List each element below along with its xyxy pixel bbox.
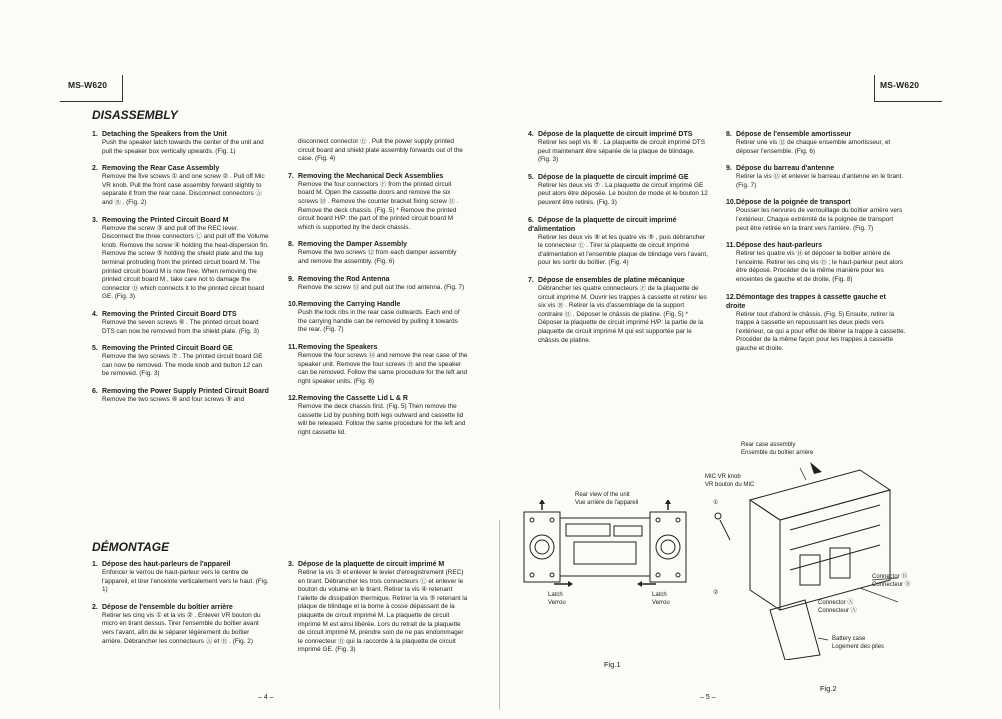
step-number: 5. — [528, 173, 534, 181]
demontage-title: DÉMONTAGE — [92, 540, 170, 554]
step-number: 4. — [528, 131, 534, 138]
step-heading — [528, 216, 708, 234]
step-number: 4. — [92, 310, 98, 318]
step-body: Retirer les sept vis ⑥ . La plaquette de circuit imprimé DTS peut maintenant être séparée de la plaque de blindage. (Fig. 3) — [538, 139, 705, 164]
fig1-latch-left-en: Latch — [548, 592, 563, 598]
step-body: Retirer les quatre vis ⑭ et déposer le boîtier arrière de l'enceinte. Retirer les cinq vis ⑮ ; le haut-parleur peut alors être déposé. Procéder de la même manière pour les enceintes de gauche et de droite. (Fig. 8) — [736, 250, 904, 283]
step-number: 3. — [288, 561, 294, 568]
step-title: Dépose de la poignée de transport — [736, 199, 851, 207]
procedure-step — [92, 216, 270, 302]
step-body: Remove the five screws ① and one screw ② . Pull off Mic VR knob. Pull the front case assembly forward slightly to separate it from the rear case. Disconnect connectors Ⓐ and Ⓑ . (Fig. 2) — [102, 173, 265, 206]
step-heading — [528, 130, 708, 139]
step-heading — [288, 560, 468, 569]
procedure-step — [92, 130, 270, 156]
step-title: Removing the Rod Antenna — [298, 275, 390, 283]
procedure-step — [288, 300, 468, 335]
step-heading — [528, 276, 708, 285]
step-number: 9. — [726, 165, 732, 173]
fig2-battery-case-fr: Logement des piles — [832, 644, 885, 650]
fig2-screw-1: ① — [713, 500, 719, 506]
step-body: Remove the four screws ⑭ and remove the rear case of the speaker unit. Remove the four screws ⑮ and the speaker can be removed. Follow the same procedure for the left and right speaker units. (Fig. 8) — [298, 351, 468, 385]
step-title: Dépose de la plaquette de circuit imprimé M — [298, 561, 445, 568]
step-heading — [92, 130, 270, 139]
fig2-mic-knob-en: MIC VR knob — [705, 474, 741, 480]
procedure-step — [288, 343, 468, 386]
procedure-step — [92, 603, 270, 646]
procedure-step — [528, 216, 708, 268]
fig1-rear-view-label-en: Rear view of the unit — [575, 492, 630, 498]
disassembly-column-2 — [288, 138, 468, 446]
step-title: Removing the Mechanical Deck Assemblies — [298, 172, 444, 180]
step-heading — [92, 387, 270, 396]
step-number: 10. — [726, 199, 736, 207]
step-heading — [528, 173, 708, 182]
step-heading — [726, 130, 906, 139]
step-body: Retirer les deux vis ⑧ et les quatre vis ⑨ , puis débrancher le connecteur Ⓔ . Tirer la plaquette de circuit imprimé d'alimentation et l'ensemble plaque de blindage vers l'avant, pour les sortir du boîtier. (Fig. 4) — [538, 233, 708, 267]
step-body: Enfoncer le verrou de haut-parleur vers le centre de l'appareil, et tirer l'enceinte verticalement vers le haut. (Fig. 1) — [102, 569, 269, 594]
step-title: Dépose de l'ensemble amortisseur — [736, 131, 852, 138]
page-fold-line — [499, 520, 500, 710]
procedure-step — [92, 344, 270, 379]
step-number: 8. — [726, 131, 732, 138]
step-number: 2. — [92, 165, 98, 173]
header-underline-right — [874, 101, 942, 102]
step-number: 12. — [726, 293, 736, 301]
fig1-latch-right-en: Latch — [652, 592, 667, 598]
step-body: Remove the two screws ⑧ and four screws ⑨ and — [102, 395, 245, 403]
step-body: disconnect connector Ⓔ . Pull the power supply printed circuit board and shield plate assembly forwards out of the case. (Fig. 4) — [298, 138, 463, 163]
procedure-step — [92, 310, 270, 336]
step-heading — [92, 603, 270, 612]
header-underline-left — [60, 101, 123, 102]
fig1-caption: Fig.1 — [604, 660, 621, 669]
step-title: Dépose des haut-parleurs — [736, 242, 822, 250]
step-heading — [92, 310, 270, 319]
step-number: 6. — [528, 216, 534, 224]
step-title: Removing the Speakers — [298, 343, 378, 351]
step-body: Push the lock ribs in the rear case outwards. Each end of the carrying handle can be removed by pulling it towards the rear. (Fig. 7) — [298, 309, 460, 334]
procedure-step — [288, 172, 468, 233]
procedure-step — [92, 560, 270, 595]
procedure-step — [288, 275, 468, 293]
step-title: Dépose du barreau d'antenne — [736, 165, 835, 173]
step-title: Démontage des trappes à cassette gauche et droite — [726, 293, 886, 310]
step-heading — [92, 164, 270, 173]
fig2-battery-case-en: Battery case — [832, 636, 866, 642]
step-number: 2. — [92, 603, 98, 611]
step-title: Dépose de la plaquette de circuit imprimé DTS — [538, 131, 693, 138]
fig2-mic-knob-fr: VR bouton du MIC — [705, 482, 755, 488]
step-heading — [92, 216, 270, 225]
fig2-caption: Fig.2 — [820, 684, 837, 693]
step-heading — [288, 275, 468, 284]
procedure-step — [92, 387, 270, 405]
fig2-exploded-drawing — [710, 460, 910, 660]
step-body: Remove the deck chassis first. (Fig. 5) Then remove the cassette Lid by pushing both legs outward and cassette lid will be released. Follow the same procedure for the left and right cassette lid. — [298, 403, 466, 437]
step-number: 10. — [288, 301, 298, 309]
step-body: Remove the screw ⑬ and pull out the rod antenna. (Fig. 7) — [298, 283, 465, 291]
step-number: 7. — [288, 172, 294, 180]
fig2-connector-b-en: Connector Ⓑ — [872, 574, 908, 580]
step-heading — [288, 240, 468, 249]
fig1-rear-view-label-fr: Vue arrière de l'appareil — [575, 500, 639, 506]
fig2-screw-2: ② — [713, 590, 719, 596]
fig2-connector-a-en: Connector Ⓐ — [818, 600, 854, 606]
procedure-step — [726, 130, 906, 156]
fig2-connector-b-fr: Connecteur Ⓑ — [872, 582, 911, 588]
step-heading — [726, 198, 906, 207]
fig2-rear-case-fr: Ensemble du boîtier arrière — [741, 450, 814, 456]
step-title: Removing the Printed Circuit Board DTS — [102, 310, 237, 318]
procedure-step — [726, 241, 906, 284]
step-body: Retirer la vis ⑬ et enlever le barreau d'antenne en le tirant. (Fig. 7) — [736, 173, 904, 189]
step-title: Removing the Carrying Handle — [298, 301, 401, 309]
model-name-right: MS-W620 — [880, 80, 920, 90]
fig2-connector-a-fr: Connecteur Ⓐ — [818, 608, 857, 614]
step-body: Remove the two screws ⑫ from each damper assembly and remove the assembly. (Fig. 6) — [298, 249, 457, 265]
step-number: 3. — [92, 216, 98, 224]
step-heading — [726, 241, 906, 250]
step-title: Removing the Printed Circuit Board GE — [102, 345, 233, 353]
demontage-column-3 — [528, 130, 708, 353]
disassembly-title: DISASSEMBLY — [92, 108, 178, 122]
step-number: 1. — [92, 131, 98, 138]
model-name-left: MS-W620 — [68, 80, 108, 90]
step-body: Remove the four connectors Ⓕ from the printed circuit board M. Open the cassette doors and remove the six screws ⑩ . Remove the counter bracket fixing screw ⑪ . Remove the deck chassis. (Fig. 5) * Remove the printed circuit board H/P: the part of the printed circuit board M which is supported by the deck chassis. — [298, 180, 459, 231]
step-body: Retirer la vis ③ et enlever le levier d'enregistrement (REC) en tirant. Débrancher les trois connecteurs Ⓒ et enlever le bouton du volume en le tirant. Retirer la vis ④ retenant l'ailette de dissipation thermique. Retirer la vis ⑤ retenant la plaque de blindage et la borne à cosse dépassant de la plaquette de circuit imprimé M. La plaquette de circuit imprimé M est ainsi libérée. Lors du retrait de la plaquette de circuit imprimé M, prendre soin de ne pas endommager le connecteur Ⓓ qui la raccorde à la plaquette de circuit imprimé GE. (Fig. 3) — [298, 569, 468, 654]
step-title: Detaching the Speakers from the Unit — [102, 131, 227, 138]
step-body: Remove the screw ③ and pull off the REC lever. Disconnect the three connectors Ⓒ and pull off the Volume knob. Remove the screw ④ holding the heat-dispersion fin. Remove the screw ⑤ holding the shield plate and the lug terminal protruding from the printed circuit board M. The printed circuit board M is now free. When removing the printed circuit board M , take care not to damage the connector Ⓓ which connects it to the printed circuit board GE. (Fig. 3) — [102, 224, 269, 301]
step-body: Débrancher les quatre connecteurs Ⓕ de la plaquette de circuit imprimé M. Ouvrir les trappes à cassette et retirer les six vis ⑩ . Retirer la vis d'assemblage de la support contraire ⑪ . Déposer le châssis de platine. (Fig. 5) * Déposer la plaquette de circuit imprimé H/P: la partie de la plaquette de circuit imprimé M qui est supportée par le châssis de platine. — [538, 284, 707, 344]
step-number: 1. — [92, 561, 98, 568]
procedure-step — [726, 198, 906, 233]
step-body: Retirer les cinq vis ① et la vis ② . Enlever VR bouton du micro en tirant dessus. Tirer l'ensemble du boîtier avant vers l'avant, afin de le séparer légèrement du boîtier arrière. Débrancher les connecteurs Ⓐ et Ⓑ . (Fig. 2) — [102, 611, 261, 645]
step-heading — [92, 344, 270, 353]
step-title: Removing the Damper Assembly — [298, 241, 408, 249]
step-title: Removing the Rear Case Assembly — [102, 165, 220, 173]
step-body: Retirer les deux vis ⑦ . La plaquette de circuit imprimé GE peut alors être déposée. Le bouton de mode et le bouton 12 peuvent être retirés. (Fig. 3) — [538, 181, 708, 206]
step-number: 12. — [288, 395, 298, 403]
step-heading — [92, 560, 270, 569]
step-number: 6. — [92, 387, 98, 395]
step-heading — [288, 172, 468, 181]
procedure-step — [726, 293, 906, 354]
step-body: Retirer tout d'abord le châssis. (Fig. 5) Ensuite, retirer la trappe à cassette en repoussant les deux pieds vers l'extérieur, ce qui a pour effet de libérer la trappe à cassette. Procéder de la même façon pour les trappes à cassette gauche et droite. — [736, 310, 906, 352]
fig1-rear-view-drawing — [522, 500, 688, 596]
procedure-step — [288, 394, 468, 437]
disassembly-column-1 — [92, 130, 270, 412]
step-heading — [288, 394, 468, 403]
step-body: Retirer une vis ⑫ de chaque ensemble amortisseur, et déposer l'ensemble. (Fig. 6) — [736, 139, 891, 155]
step-title: Removing the Printed Circuit Board M — [102, 216, 229, 224]
step-number: 5. — [92, 345, 98, 353]
step-body: Remove the two screws ⑦ . The printed circuit board GE can now be removed. The mode knob and button 12 can be removed. (Fig. 3) — [102, 353, 263, 378]
step-number: 7. — [528, 276, 534, 284]
step-body: Remove the seven screws ⑥ . The printed circuit board DTS can now be removed from the shield plate. (Fig. 3) — [102, 318, 259, 335]
fig1-latch-left-fr: Verrou — [548, 600, 566, 606]
step-heading — [288, 300, 468, 309]
fig1-latch-right-fr: Verrou — [652, 600, 670, 606]
step-title: Dépose des haut-parleurs de l'appareil — [102, 561, 231, 568]
procedure-step — [528, 130, 708, 165]
procedure-step — [528, 276, 708, 345]
page-number-right: – 5 – — [700, 694, 716, 701]
step-heading — [726, 164, 906, 173]
procedure-step — [92, 164, 270, 207]
demontage-column-2 — [288, 560, 468, 663]
step-title: Removing the Power Supply Printed Circuit Board — [102, 387, 269, 395]
procedure-step — [726, 164, 906, 190]
procedure-step — [288, 138, 468, 164]
step-number: 9. — [288, 275, 294, 283]
page-number-left: – 4 – — [258, 694, 274, 701]
demontage-column-1 — [92, 560, 270, 654]
step-title: Dépose de l'ensemble du boîtier arrière — [102, 603, 233, 611]
procedure-step — [288, 560, 468, 655]
step-body: Pousser les nervures de verrouillage du boîtier arrière vers l'extérieur. Chaque extrémité de la poignée de transport peut être retirée en la tirant vers l'arrière. (Fig. 7) — [736, 207, 903, 232]
step-title: Dépose de la plaquette de circuit imprimé GE — [538, 173, 689, 181]
header-rule-left — [122, 75, 123, 102]
procedure-step — [288, 240, 468, 266]
step-number: 11. — [288, 343, 298, 351]
demontage-column-4 — [726, 130, 906, 362]
step-number: 11. — [726, 242, 736, 250]
step-heading — [726, 293, 906, 311]
header-rule-right — [874, 75, 875, 102]
step-title: Dépose de ensembles de platine mécanique — [538, 276, 685, 284]
step-title: Removing the Cassette Lid L & R — [298, 395, 408, 403]
step-title: Dépose de la plaquette de circuit imprimé d'alimentation — [528, 216, 677, 233]
step-number: 8. — [288, 241, 294, 249]
procedure-step — [528, 173, 708, 208]
step-body: Push the speaker latch towards the center of the unit and pull the speaker box vertically upwards. (Fig. 1) — [102, 139, 264, 155]
step-heading — [288, 343, 468, 352]
fig2-rear-case-en: Rear case assembly — [741, 442, 796, 448]
